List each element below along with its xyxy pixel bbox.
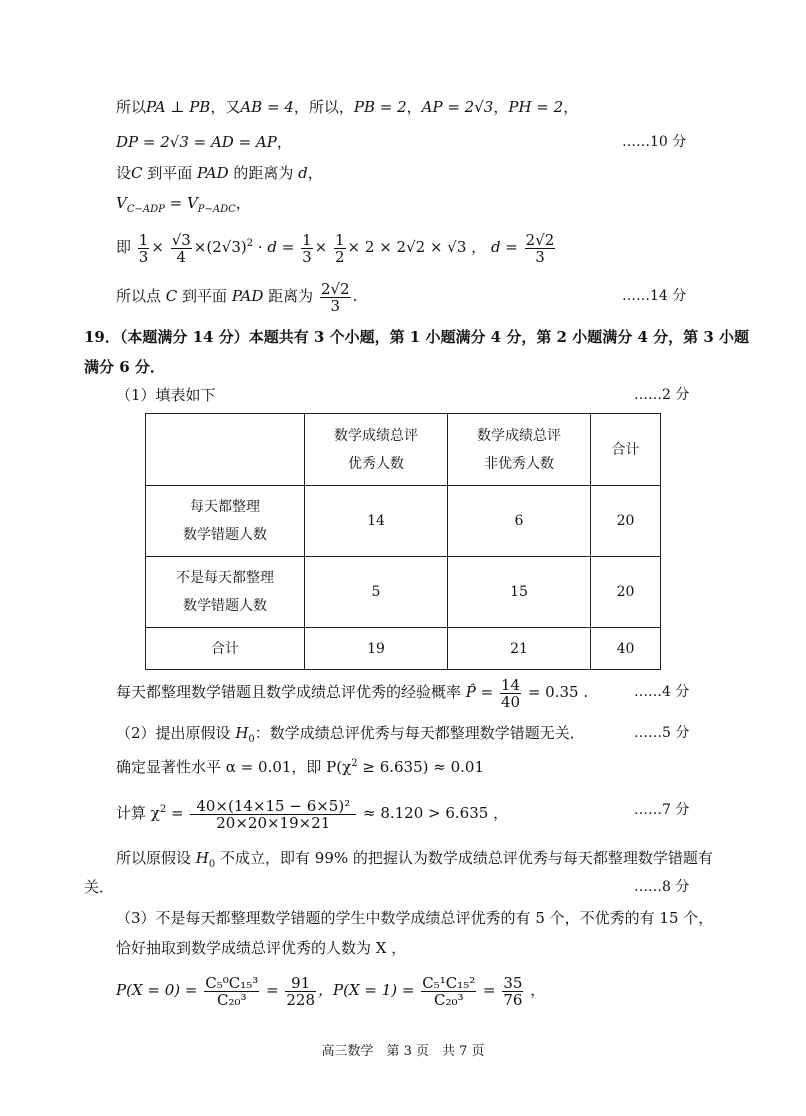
q19-part2-hypothesis [116, 723, 585, 750]
fraction: $\frac{1}{2}$ [335, 230, 345, 266]
text: = [261, 981, 284, 999]
text: ，又 [210, 98, 241, 116]
text: ：数学成绩总评优秀与每天都整理数学错题无关． [254, 724, 585, 742]
math: V [186, 194, 198, 212]
q19-header-line2: 满分 6 分． [84, 358, 165, 376]
text: ， [307, 164, 323, 182]
fraction: $\frac{√3}{4}$ [171, 230, 191, 266]
q19-header-line1: 19．（本题满分 14 分）本题共有 3 个小题，第 1 小题满分 4 分，第 2 小题满分 4 分，第 3 小题 [84, 328, 749, 346]
subscript: C−ADP [126, 204, 165, 215]
subscript: P−ADC [197, 204, 236, 215]
q19-probability-dist [116, 970, 545, 1010]
text: 到平面 [177, 287, 232, 305]
subscript: 0 [208, 859, 216, 870]
text: × 2 × 2√2 × √3 ， [347, 238, 487, 256]
score-2: ……2 分 [634, 387, 690, 403]
fraction: $\frac{35}{76}$ [503, 973, 523, 1009]
fraction: $\frac{91}{228}$ [286, 973, 316, 1009]
text: ， [235, 194, 251, 212]
text: = [478, 981, 501, 999]
line-conclusion-18 [116, 278, 357, 314]
text: ≥ 6.635) ≈ 0.01 [357, 758, 484, 776]
superscript: 2 [159, 804, 167, 815]
table-cell: 20 [591, 557, 661, 628]
math: PA ⊥ PB [146, 98, 211, 116]
text: 每天都整理数学错题且数学成绩总评优秀的经验概率 [116, 683, 466, 701]
text: 所以 [116, 98, 147, 116]
score-8: ……8 分 [634, 879, 690, 895]
math: d = [490, 238, 523, 256]
q19-conclusion-line1 [116, 848, 713, 875]
table-cell [146, 414, 305, 486]
math: H [235, 724, 249, 742]
table-cell: 不是每天都整理 数学错题人数 [146, 557, 305, 628]
fraction: $\frac{2√2}{3}$ [320, 279, 350, 315]
table-cell: 19 [305, 628, 448, 670]
text: = 0.35 . [523, 683, 589, 701]
q19-significance [116, 754, 484, 777]
text: ， [276, 133, 292, 151]
table-cell: 数学成绩总评 优秀人数 [305, 414, 448, 486]
table-cell: 数学成绩总评 非优秀人数 [448, 414, 591, 486]
q19-conclusion-line2: 关． [84, 878, 115, 896]
table-cell: 40 [591, 628, 661, 670]
line-volume-eq [116, 193, 251, 220]
math: AP = 2√3 [421, 98, 494, 116]
table-cell: 5 [305, 557, 448, 628]
math: V [116, 194, 127, 212]
table-cell: 6 [448, 486, 591, 557]
score-4: ……4 分 [634, 684, 690, 700]
table-header-row [146, 414, 661, 486]
q19-chi-square-calc [116, 790, 508, 833]
score-7: ……7 分 [634, 802, 690, 818]
q19-part3-line2: 恰好抽取到数学成绩总评优秀的人数为 X ， [116, 939, 407, 957]
table-cell: 合计 [591, 414, 661, 486]
table-row [146, 486, 661, 557]
text: 设 [116, 164, 132, 182]
math: C [165, 287, 178, 305]
fraction: $\frac{2√2}{3}$ [525, 230, 555, 266]
text: ， [563, 98, 579, 116]
line-empirical-prob [116, 674, 588, 710]
math: PAD [197, 164, 229, 182]
math: PH = 2 [508, 98, 564, 116]
text: 即 [116, 238, 132, 256]
text: ，所以， [293, 98, 354, 116]
math: H [195, 849, 209, 867]
math: C [131, 164, 143, 182]
text: ， [525, 981, 546, 999]
score-14: ……14 分 [622, 288, 687, 304]
score-5: ……5 分 [634, 725, 690, 741]
text: 计算 χ [116, 804, 160, 822]
table-row [146, 628, 661, 670]
contingency-table [145, 413, 661, 670]
text: ×(2√3) [193, 238, 247, 256]
subscript: 0 [248, 734, 255, 745]
line-dp-equals [116, 132, 292, 152]
text: 确定显著性水平 α = 0.01，即 P(χ [116, 758, 352, 776]
text: . [352, 287, 358, 305]
fraction: $\frac{\text{C₅⁰C₁₅³}}{\text{C₂₀³}}$ [205, 973, 259, 1009]
page-footer: 高三数学 第 3 页 共 7 页 [321, 1044, 485, 1059]
text: ≈ 8.120 > 6.635 ， [358, 804, 509, 822]
math: P̂ = [465, 683, 498, 701]
q19-part3-line1: （3）不是每天都整理数学错题的学生中数学成绩总评优秀的有 5 个，不优秀的有 15 个， [116, 909, 714, 927]
text: （2）提出原假设 [116, 724, 236, 742]
line-distance-d [116, 163, 323, 183]
q19-part1-label: （1）填表如下 [116, 386, 216, 404]
table-cell: 21 [448, 628, 591, 670]
text: 不成立，即有 99% 的把握认为数学成绩总评优秀与每天都整理数学错题有 [215, 849, 713, 867]
line-volume-calc: 即 $\frac{1}{3}$ × $\frac{√3}{4}$ $\times(2√3)^2 \cdot d$ = $\frac{1}{3}$ × $\frac{1}{2}$ × 2 × 2√2 × √3 ， d = $\frac{2√2}{3}$ [116, 230, 555, 266]
math: · d = [253, 238, 300, 256]
table-cell: 每天都整理 数学错题人数 [146, 486, 305, 557]
math: ，P(X = 1) = [318, 981, 420, 999]
table-cell: 15 [448, 557, 591, 628]
math: P(X = 0) = [116, 981, 203, 999]
table-cell: 20 [591, 486, 661, 557]
superscript: 2 [351, 758, 358, 769]
math: PB = 2 [353, 98, 407, 116]
fraction: $\frac{1}{3}$ [138, 230, 149, 266]
fraction: $\frac{\text{C₅¹C₁₅²}}{\text{C₂₀³}}$ [422, 973, 476, 1009]
math: DP = 2√3 = AD = AP [116, 133, 277, 151]
fraction: $\frac{14}{40}$ [500, 675, 521, 711]
math: PAD [231, 287, 264, 305]
table-row [146, 557, 661, 628]
table-cell: 合计 [146, 628, 305, 670]
text: = [164, 194, 187, 212]
math: AB = 4 [240, 98, 294, 116]
table-cell: 14 [305, 486, 448, 557]
fraction: $\frac{\text{40×(14×15 − 6×5)²}}{20\times 20\times 19\times 21}$ [190, 798, 356, 831]
fraction: $\frac{1}{3}$ [302, 230, 312, 266]
text: 距离为 [263, 287, 318, 305]
text: 所以原假设 [116, 849, 196, 867]
text: = [166, 804, 189, 822]
text: 到平面 [142, 164, 198, 182]
line-pa-perp-pb: 所以PA ⊥ PB，又AB = 4，所以，PB = 2，AP = 2√3，PH = 2， [116, 98, 579, 116]
text: 所以点 [116, 287, 166, 305]
math: d [298, 164, 308, 182]
superscript: 2 [246, 238, 254, 249]
score-10: ……10 分 [622, 134, 687, 150]
text: 的距离为 [228, 164, 299, 182]
